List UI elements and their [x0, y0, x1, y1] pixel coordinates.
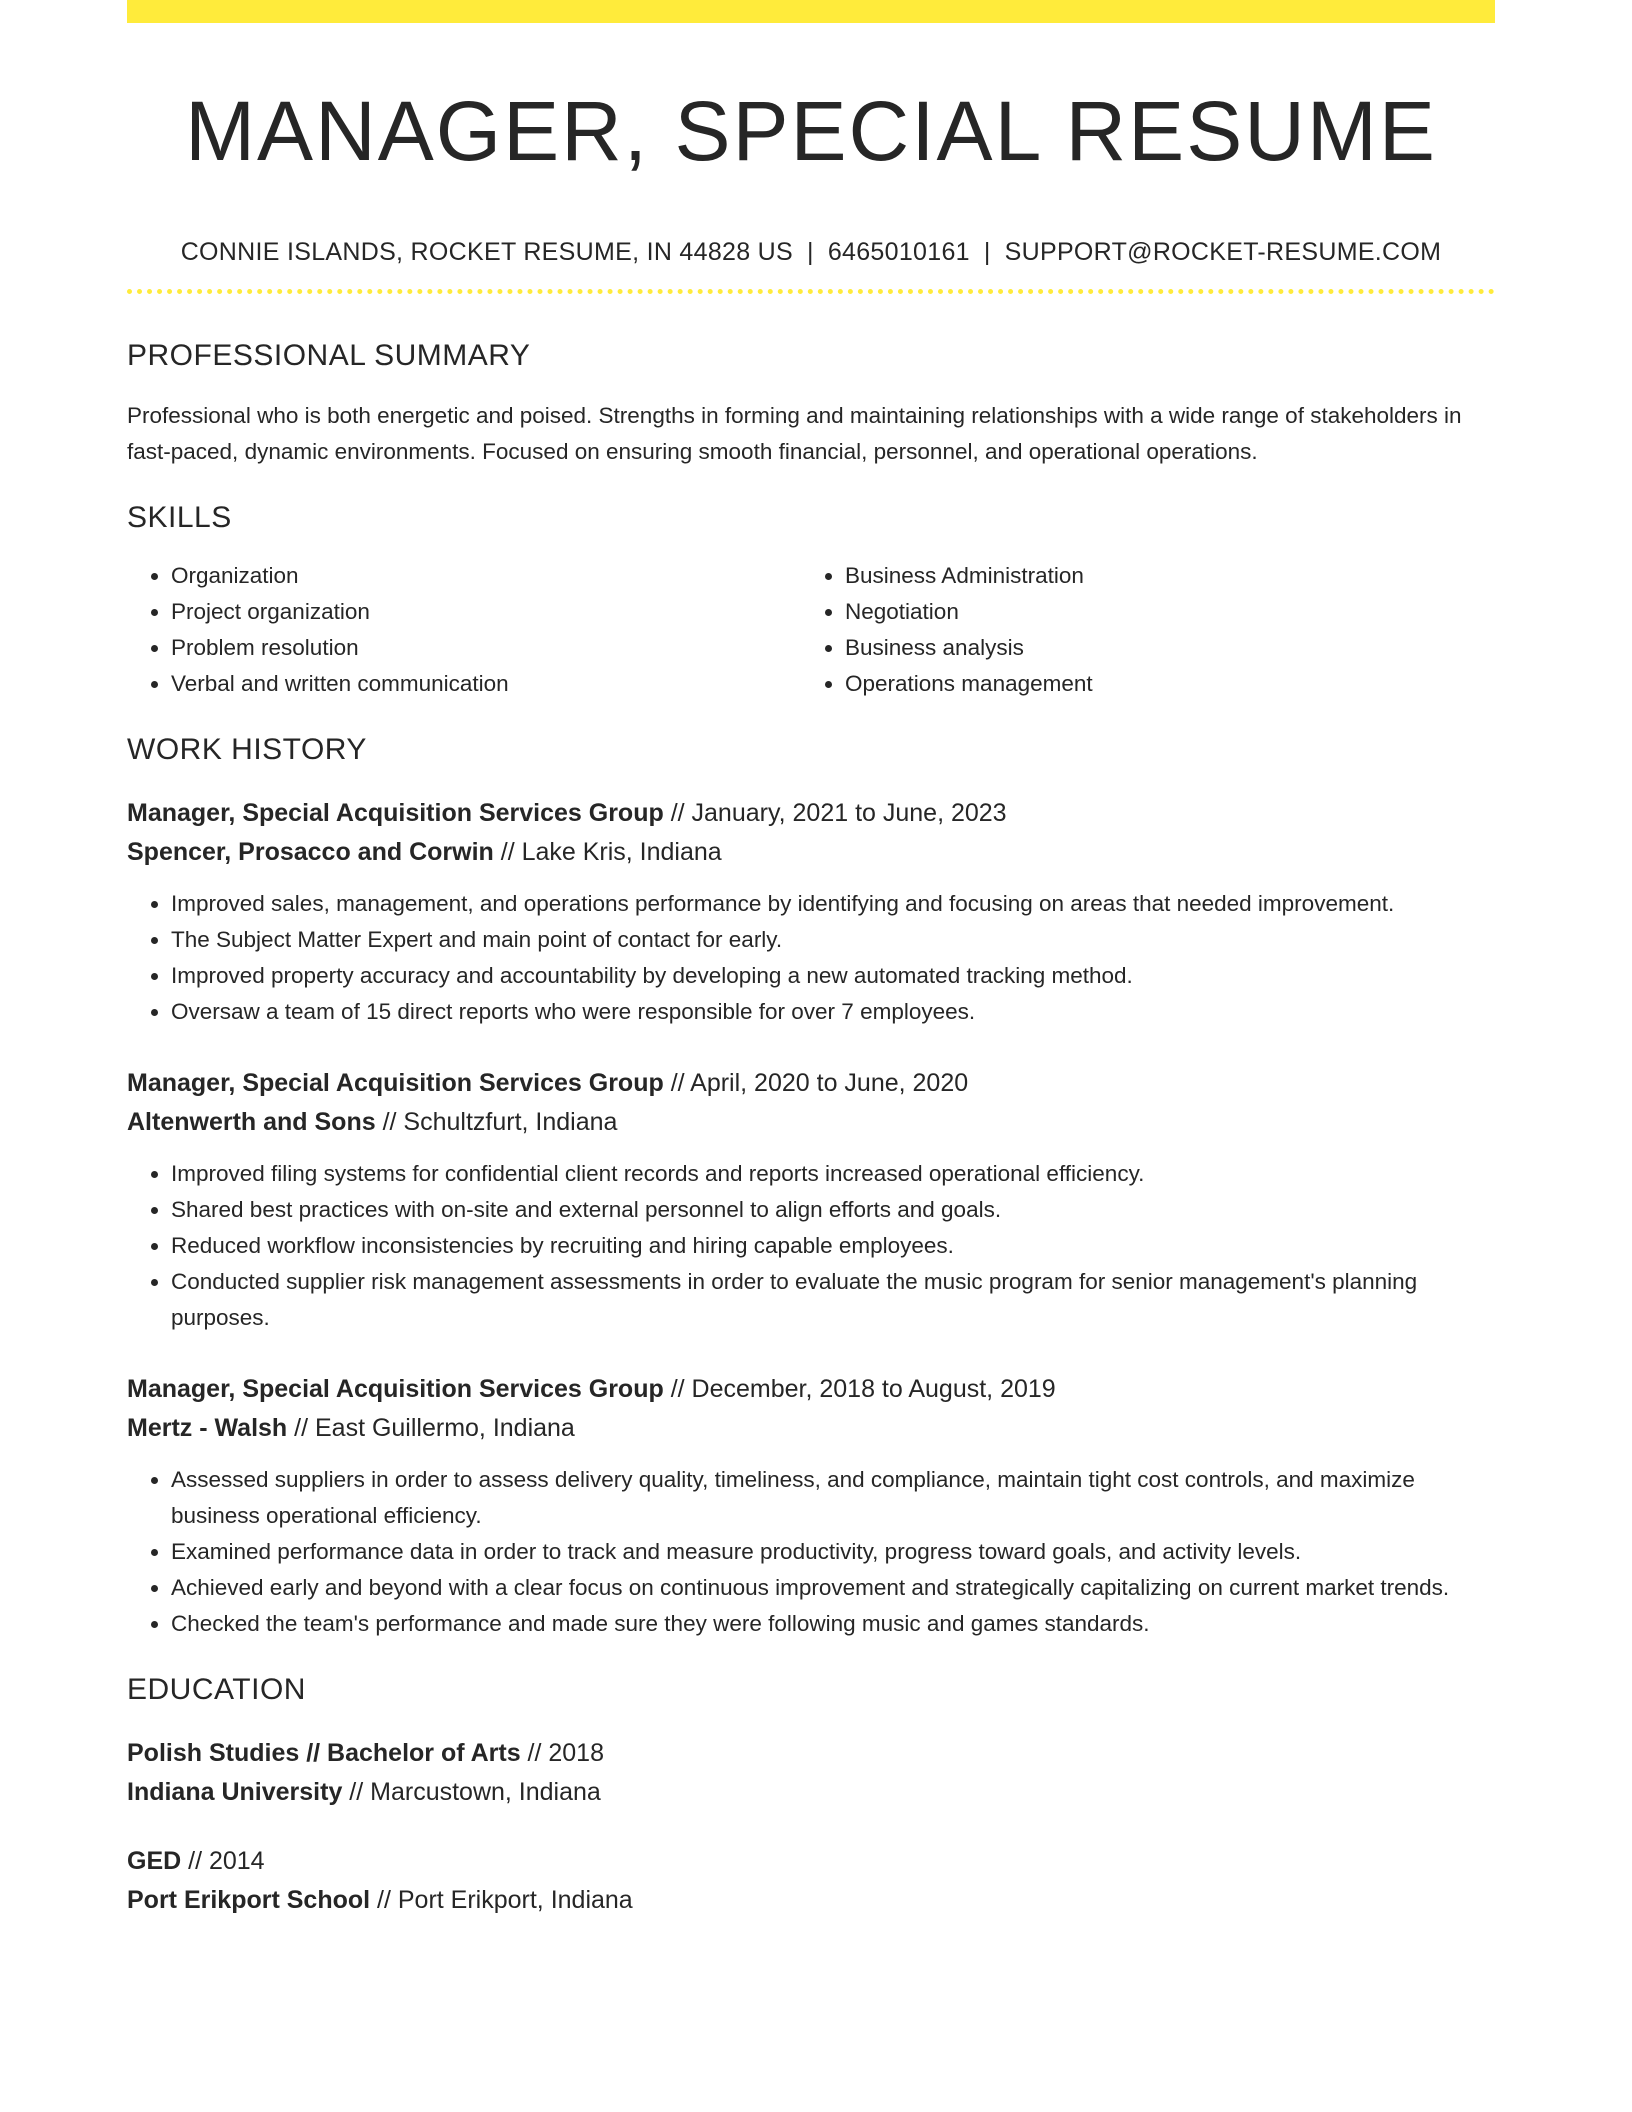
skill-item: • Business analysis: [845, 630, 1475, 666]
job-company-line: [127, 1103, 1495, 1142]
job-bullet: • Examined performance data in order to track and measure productivity, progress toward goals, and activity levels.: [171, 1534, 1495, 1570]
contact-separator: |: [807, 238, 814, 266]
education-year: // 2018: [520, 1739, 604, 1767]
education-entry: [127, 1734, 1495, 1812]
education-year: // 2014: [181, 1847, 265, 1875]
job-company: Spencer, Prosacco and Corwin: [127, 838, 494, 866]
job-location: // Lake Kris, Indiana: [493, 838, 722, 866]
job-role-line: [127, 1370, 1495, 1409]
job-role: Manager, Special Acquisition Services Group: [127, 799, 664, 827]
job-dates: // December, 2018 to August, 2019: [663, 1375, 1056, 1403]
skill-item: • Problem resolution: [171, 630, 801, 666]
job-bullet: • Checked the team's performance and made sure they were following music and games standards.: [171, 1606, 1495, 1642]
education-degree-line: [127, 1842, 1495, 1881]
contact-separator: |: [983, 238, 991, 266]
contact-email: SUPPORT@ROCKET-RESUME.COM: [1004, 238, 1442, 266]
job-bullet: • Oversaw a team of 15 direct reports who were responsible for over 7 employees.: [171, 994, 1495, 1030]
skill-item: • Business Administration: [845, 558, 1475, 594]
job-role-line: [127, 1064, 1495, 1103]
job-entry: [127, 1370, 1495, 1642]
job-company: Mertz - Walsh: [127, 1414, 288, 1442]
job-role: Manager, Special Acquisition Services Group: [127, 1069, 664, 1097]
job-role: Manager, Special Acquisition Services Group: [127, 1375, 664, 1403]
contact-phone: 6465010161: [827, 238, 970, 266]
job-bullets: [127, 1156, 1495, 1336]
job-location: // Schultzfurt, Indiana: [375, 1108, 618, 1136]
education-heading: EDUCATION: [127, 1673, 306, 1706]
job-bullet: • Improved sales, management, and operations performance by identifying and focusing on areas that needed improvement.: [171, 886, 1495, 922]
skill-item: • Verbal and written communication: [171, 666, 801, 702]
job-entry: [127, 1064, 1495, 1336]
top-accent-bar: [127, 0, 1495, 23]
skills-column-left: [127, 558, 801, 702]
job-location: // East Guillermo, Indiana: [287, 1414, 575, 1442]
summary-text: Professional who is both energetic and poised. Strengths in forming and maintaining relationships with a wide range of stakeholders in fast-paced, dynamic environments. Focused on ensuring smooth financial, personnel, and operational operations.: [127, 403, 1462, 464]
resume-title: MANAGER, SPECIAL RESUME: [185, 84, 1437, 178]
skill-item: • Operations management: [845, 666, 1475, 702]
resume-content: [127, 0, 1495, 1920]
skills-heading: SKILLS: [127, 501, 232, 534]
summary-heading: PROFESSIONAL SUMMARY: [127, 339, 531, 372]
job-bullet: • Improved property accuracy and accountability by developing a new automated tracking method.: [171, 958, 1495, 994]
education-degree: Polish Studies // Bachelor of Arts: [127, 1739, 521, 1767]
job-bullets: [127, 1462, 1495, 1642]
job-company-line: [127, 833, 1495, 872]
education-school-line: [127, 1773, 1495, 1812]
job-bullet: • Improved filing systems for confidential client records and reports increased operational efficiency.: [171, 1156, 1495, 1192]
education-school: Port Erikport School: [127, 1886, 371, 1914]
job-entry: [127, 794, 1495, 1030]
job-bullet: • Conducted supplier risk management assessments in order to evaluate the music program for senior management's planning purposes.: [171, 1264, 1495, 1336]
education-location: // Port Erikport, Indiana: [370, 1886, 633, 1914]
job-bullet: • Reduced workflow inconsistencies by recruiting and hiring capable employees.: [171, 1228, 1495, 1264]
dotted-divider: [127, 289, 1495, 294]
education-school-line: [127, 1881, 1495, 1920]
job-bullet: • Shared best practices with on-site and external personnel to align efforts and goals.: [171, 1192, 1495, 1228]
skill-item: • Project organization: [171, 594, 801, 630]
job-dates: // April, 2020 to June, 2020: [663, 1069, 969, 1097]
job-bullet: • Achieved early and beyond with a clear focus on continuous improvement and strategically capitalizing on current market trends.: [171, 1570, 1495, 1606]
job-role-line: [127, 794, 1495, 833]
job-bullet: • The Subject Matter Expert and main point of contact for early.: [171, 922, 1495, 958]
contact-line: [127, 237, 1495, 267]
skills-grid: [127, 558, 1495, 702]
job-company-line: [127, 1409, 1495, 1448]
job-bullet: • Assessed suppliers in order to assess delivery quality, timeliness, and compliance, maintain tight cost controls, and maximize business operational efficiency.: [171, 1462, 1495, 1534]
contact-address: CONNIE ISLANDS, ROCKET RESUME, IN 44828 US: [180, 238, 794, 266]
skills-column-right: [801, 558, 1475, 702]
education-entry: [127, 1842, 1495, 1920]
education-location: // Marcustown, Indiana: [342, 1778, 601, 1806]
work-history-heading: WORK HISTORY: [127, 733, 367, 766]
education-degree: GED: [127, 1847, 182, 1875]
skill-item: • Organization: [171, 558, 801, 594]
education-degree-line: [127, 1734, 1495, 1773]
education-school: Indiana University: [127, 1778, 343, 1806]
job-dates: // January, 2021 to June, 2023: [663, 799, 1007, 827]
job-company: Altenwerth and Sons: [127, 1108, 376, 1136]
skill-item: • Negotiation: [845, 594, 1475, 630]
job-bullets: [127, 886, 1495, 1030]
